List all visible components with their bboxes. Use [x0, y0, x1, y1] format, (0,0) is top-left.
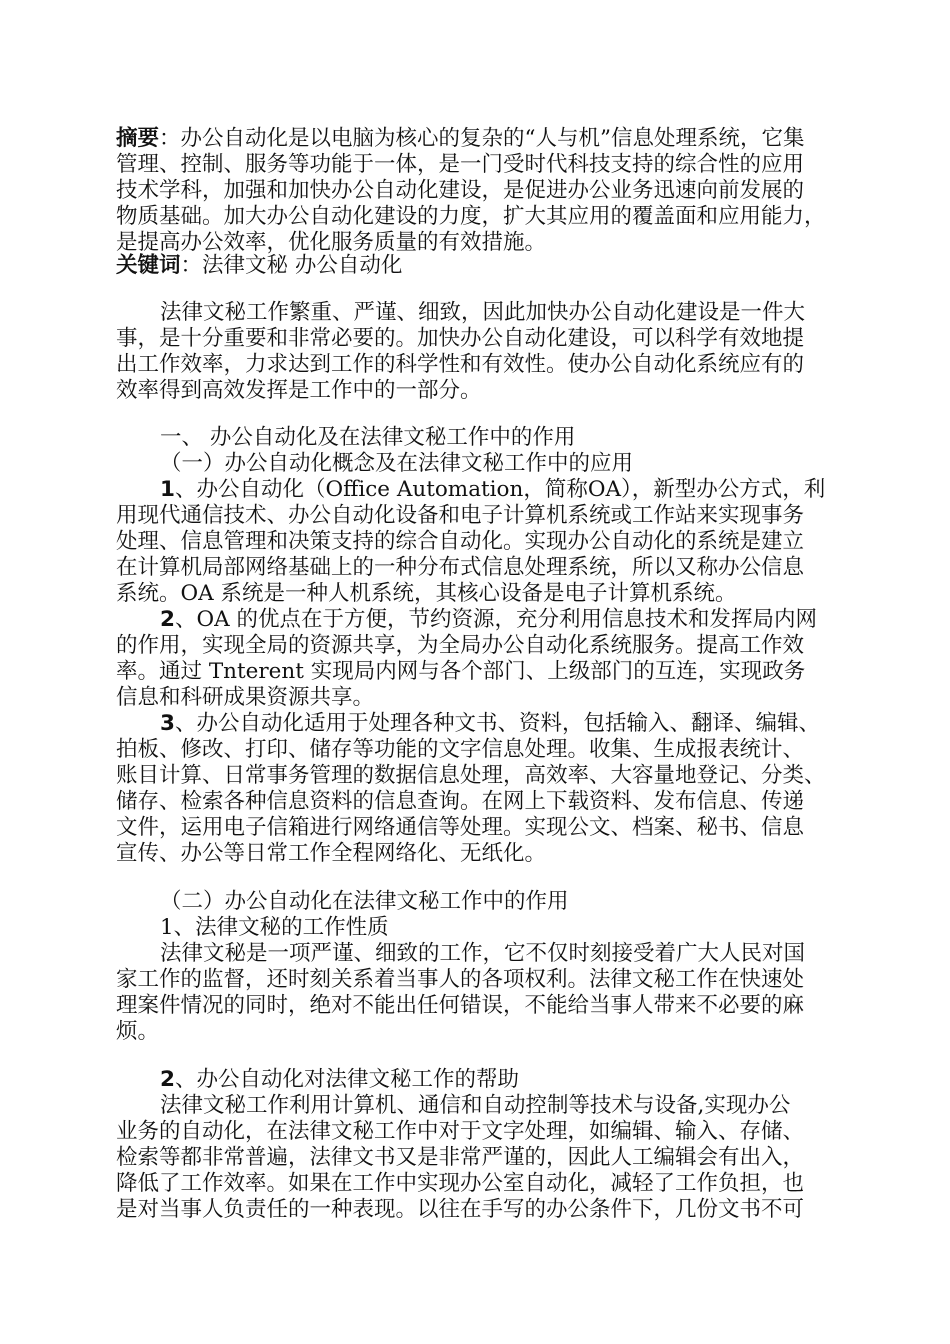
- intro-line-1: 法律文秘工作繁重、严谨、细致，因此加快办公自动化建设是一件大: [160, 300, 806, 325]
- p1-number: 1: [160, 477, 175, 502]
- p4-line-2: 家工作的监督，还时刻关系着当事人的各项权利。法律文秘工作在快速处: [116, 967, 805, 992]
- p3-line-2: 拍板、修改、打印、储存等功能的文字信息处理。收集、生成报表统计、: [116, 737, 805, 762]
- intro-line-4: 效率得到高效发挥是工作中的一部分。: [116, 378, 482, 403]
- p2-line-1: [160, 607, 890, 633]
- p2-line-2: 的作用，实现全局的资源共享，为全局办公自动化系统服务。提高工作效: [116, 633, 805, 658]
- keywords-line: [116, 253, 846, 279]
- p3-line-4: 储存、检索各种信息资料的信息查询。在网上下载资料、发布信息、传递: [116, 789, 805, 814]
- keywords-colon: ：: [180, 253, 203, 278]
- p1-line-2: 用现代通信技术、办公自动化设备和电子计算机系统或工作站来实现事务: [116, 503, 805, 528]
- intro-line-3: 出工作效率，力求达到工作的科学性和有效性。使办公自动化系统应有的: [116, 352, 805, 377]
- subsection-2-2-number: 2: [160, 1067, 175, 1092]
- p3-line-6: 宣传、办公等日常工作全程网络化、无纸化。: [116, 841, 547, 866]
- subsection-2-2-text: 、办公自动化对法律文秘工作的帮助: [174, 1067, 519, 1092]
- abstract-line-5: 是提高办公效率，优化服务质量的有效措施。: [116, 230, 547, 255]
- p2-line-3: 率。通过 Tnterent 实现局内网与各个部门、上级部门的互连，实现政务: [116, 659, 806, 684]
- subsection-heading-1: （一）办公自动化概念及在法律文秘工作中的应用: [160, 451, 634, 476]
- p4-line-3: 理案件情况的同时，绝对不能出任何错误，不能给当事人带来不必要的麻: [116, 993, 805, 1018]
- p1-line-3: 处理、信息管理和决策支持的综合自动化。实现办公自动化的系统是建立: [116, 529, 805, 554]
- p3-line-1: [160, 711, 890, 737]
- p1-line-5: 系统。OA 系统是一种人机系统，其核心设备是电子计算机系统。: [116, 581, 737, 606]
- intro-line-2: 事，是十分重要和非常必要的。加快办公自动化建设，可以科学有效地提: [116, 326, 805, 351]
- p3-text-1: 、办公自动化适用于处理各种文书、资料，包括输入、翻译、编辑、: [174, 711, 820, 736]
- keywords-text: 法律文秘 办公自动化: [202, 253, 403, 278]
- subsection-2-2-title: [160, 1067, 890, 1093]
- abstract-line-4: 物质基础。加大办公自动化建设的力度，扩大其应用的覆盖面和应用能力，: [116, 204, 826, 229]
- p5-line-4: 降低了工作效率。如果在工作中实现办公室自动化，减轻了工作负担，也: [116, 1171, 805, 1196]
- p3-number: 3: [160, 711, 175, 736]
- p5-line-3: 检索等都非常普遍，法律文书又是非常严谨的，因此人工编辑会有出入，: [116, 1145, 805, 1170]
- p1-line-1: [160, 477, 890, 503]
- section-heading-1: 一、 办公自动化及在法律文秘工作中的作用: [160, 425, 576, 450]
- subsection-2-1-title: 1、法律文秘的工作性质: [160, 915, 389, 940]
- p4-line-4: 烦。: [116, 1019, 160, 1044]
- p3-line-5: 文件，运用电子信箱进行网络通信等处理。实现公文、档案、秘书、信息: [116, 815, 805, 840]
- abstract-text-1: 办公自动化是以电脑为核心的复杂的“人与机”信息处理系统，它集: [180, 126, 805, 151]
- p2-text-1: 、OA 的优点在于方便，节约资源，充分利用信息技术和发挥局内网: [174, 607, 817, 632]
- p2-number: 2: [160, 607, 175, 632]
- p1-text-1: 、办公自动化（Office Automation，简称OA），新型办公方式，利: [174, 477, 826, 502]
- subsection-heading-2: （二）办公自动化在法律文秘工作中的作用: [160, 889, 569, 914]
- abstract-line-1: [116, 126, 846, 152]
- p5-line-1: 法律文秘工作利用计算机、通信和自动控制等技术与设备,实现办公: [160, 1093, 791, 1118]
- p4-line-1: 法律文秘是一项严谨、细致的工作，它不仅时刻接受着广大人民对国: [160, 941, 806, 966]
- abstract-colon: ：: [159, 126, 181, 151]
- p1-line-4: 在计算机局部网络基础上的一种分布式信息处理系统，所以又称办公信息: [116, 555, 805, 580]
- abstract-line-2: 管理、控制、服务等功能于一体，是一门受时代科技支持的综合性的应用: [116, 152, 805, 177]
- p5-line-5: 是对当事人负责任的一种表现。以往在手写的办公条件下，几份文书不可: [116, 1197, 805, 1222]
- abstract-label: 摘要: [116, 126, 160, 151]
- keywords-label: 关键词: [116, 253, 181, 278]
- p2-line-4: 信息和科研成果资源共享。: [116, 685, 375, 710]
- abstract-line-3: 技术学科，加强和加快办公自动化建设，是促进办公业务迅速向前发展的: [116, 178, 805, 203]
- p3-line-3: 账目计算、日常事务管理的数据信息处理，高效率、大容量地登记、分类、: [116, 763, 826, 788]
- p5-line-2: 业务的自动化，在法律文秘工作中对于文字处理，如编辑、输入、存储、: [116, 1119, 805, 1144]
